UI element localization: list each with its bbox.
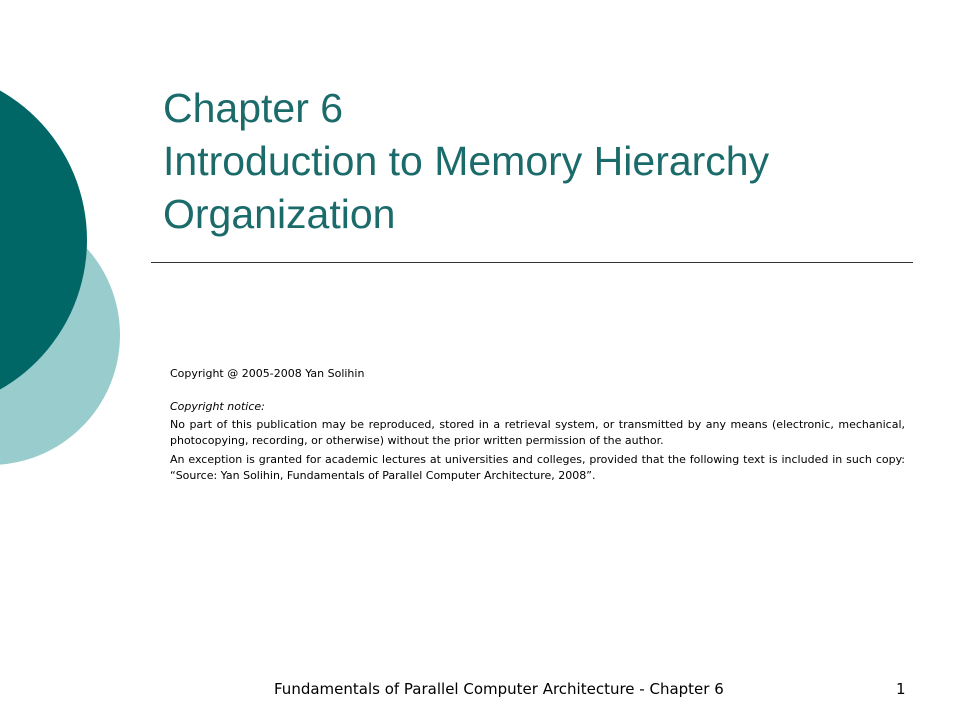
title-line-3: Organization <box>163 191 396 237</box>
title-line-2: Introduction to Memory Hierarchy <box>163 138 770 184</box>
page-number: 1 <box>896 680 906 698</box>
title-line-1: Chapter 6 <box>163 85 344 131</box>
title-divider <box>151 262 913 263</box>
notice-paragraph-2: An exception is granted for academic lectures at universities and colleges, provided that the following text is included in such copy: “Source: Yan Solihin, Fundamentals of Parallel Computer Architecture, 2008”. <box>170 453 905 482</box>
notice-label: Copyright notice: <box>170 400 265 413</box>
slide-title <box>163 82 923 241</box>
notice-paragraph-1: No part of this publication may be reproduced, stored in a retrieval system, or transmitted by any means (electronic, mechanical, photocopying, recording, or otherwise) without the prior written permission of the author. <box>170 418 905 447</box>
copyright-notice <box>170 366 905 487</box>
footer-text: Fundamentals of Parallel Computer Architecture - Chapter 6 <box>274 680 724 698</box>
copyright-line: Copyright @ 2005-2008 Yan Solihin <box>170 367 365 380</box>
slide-footer <box>0 680 960 700</box>
